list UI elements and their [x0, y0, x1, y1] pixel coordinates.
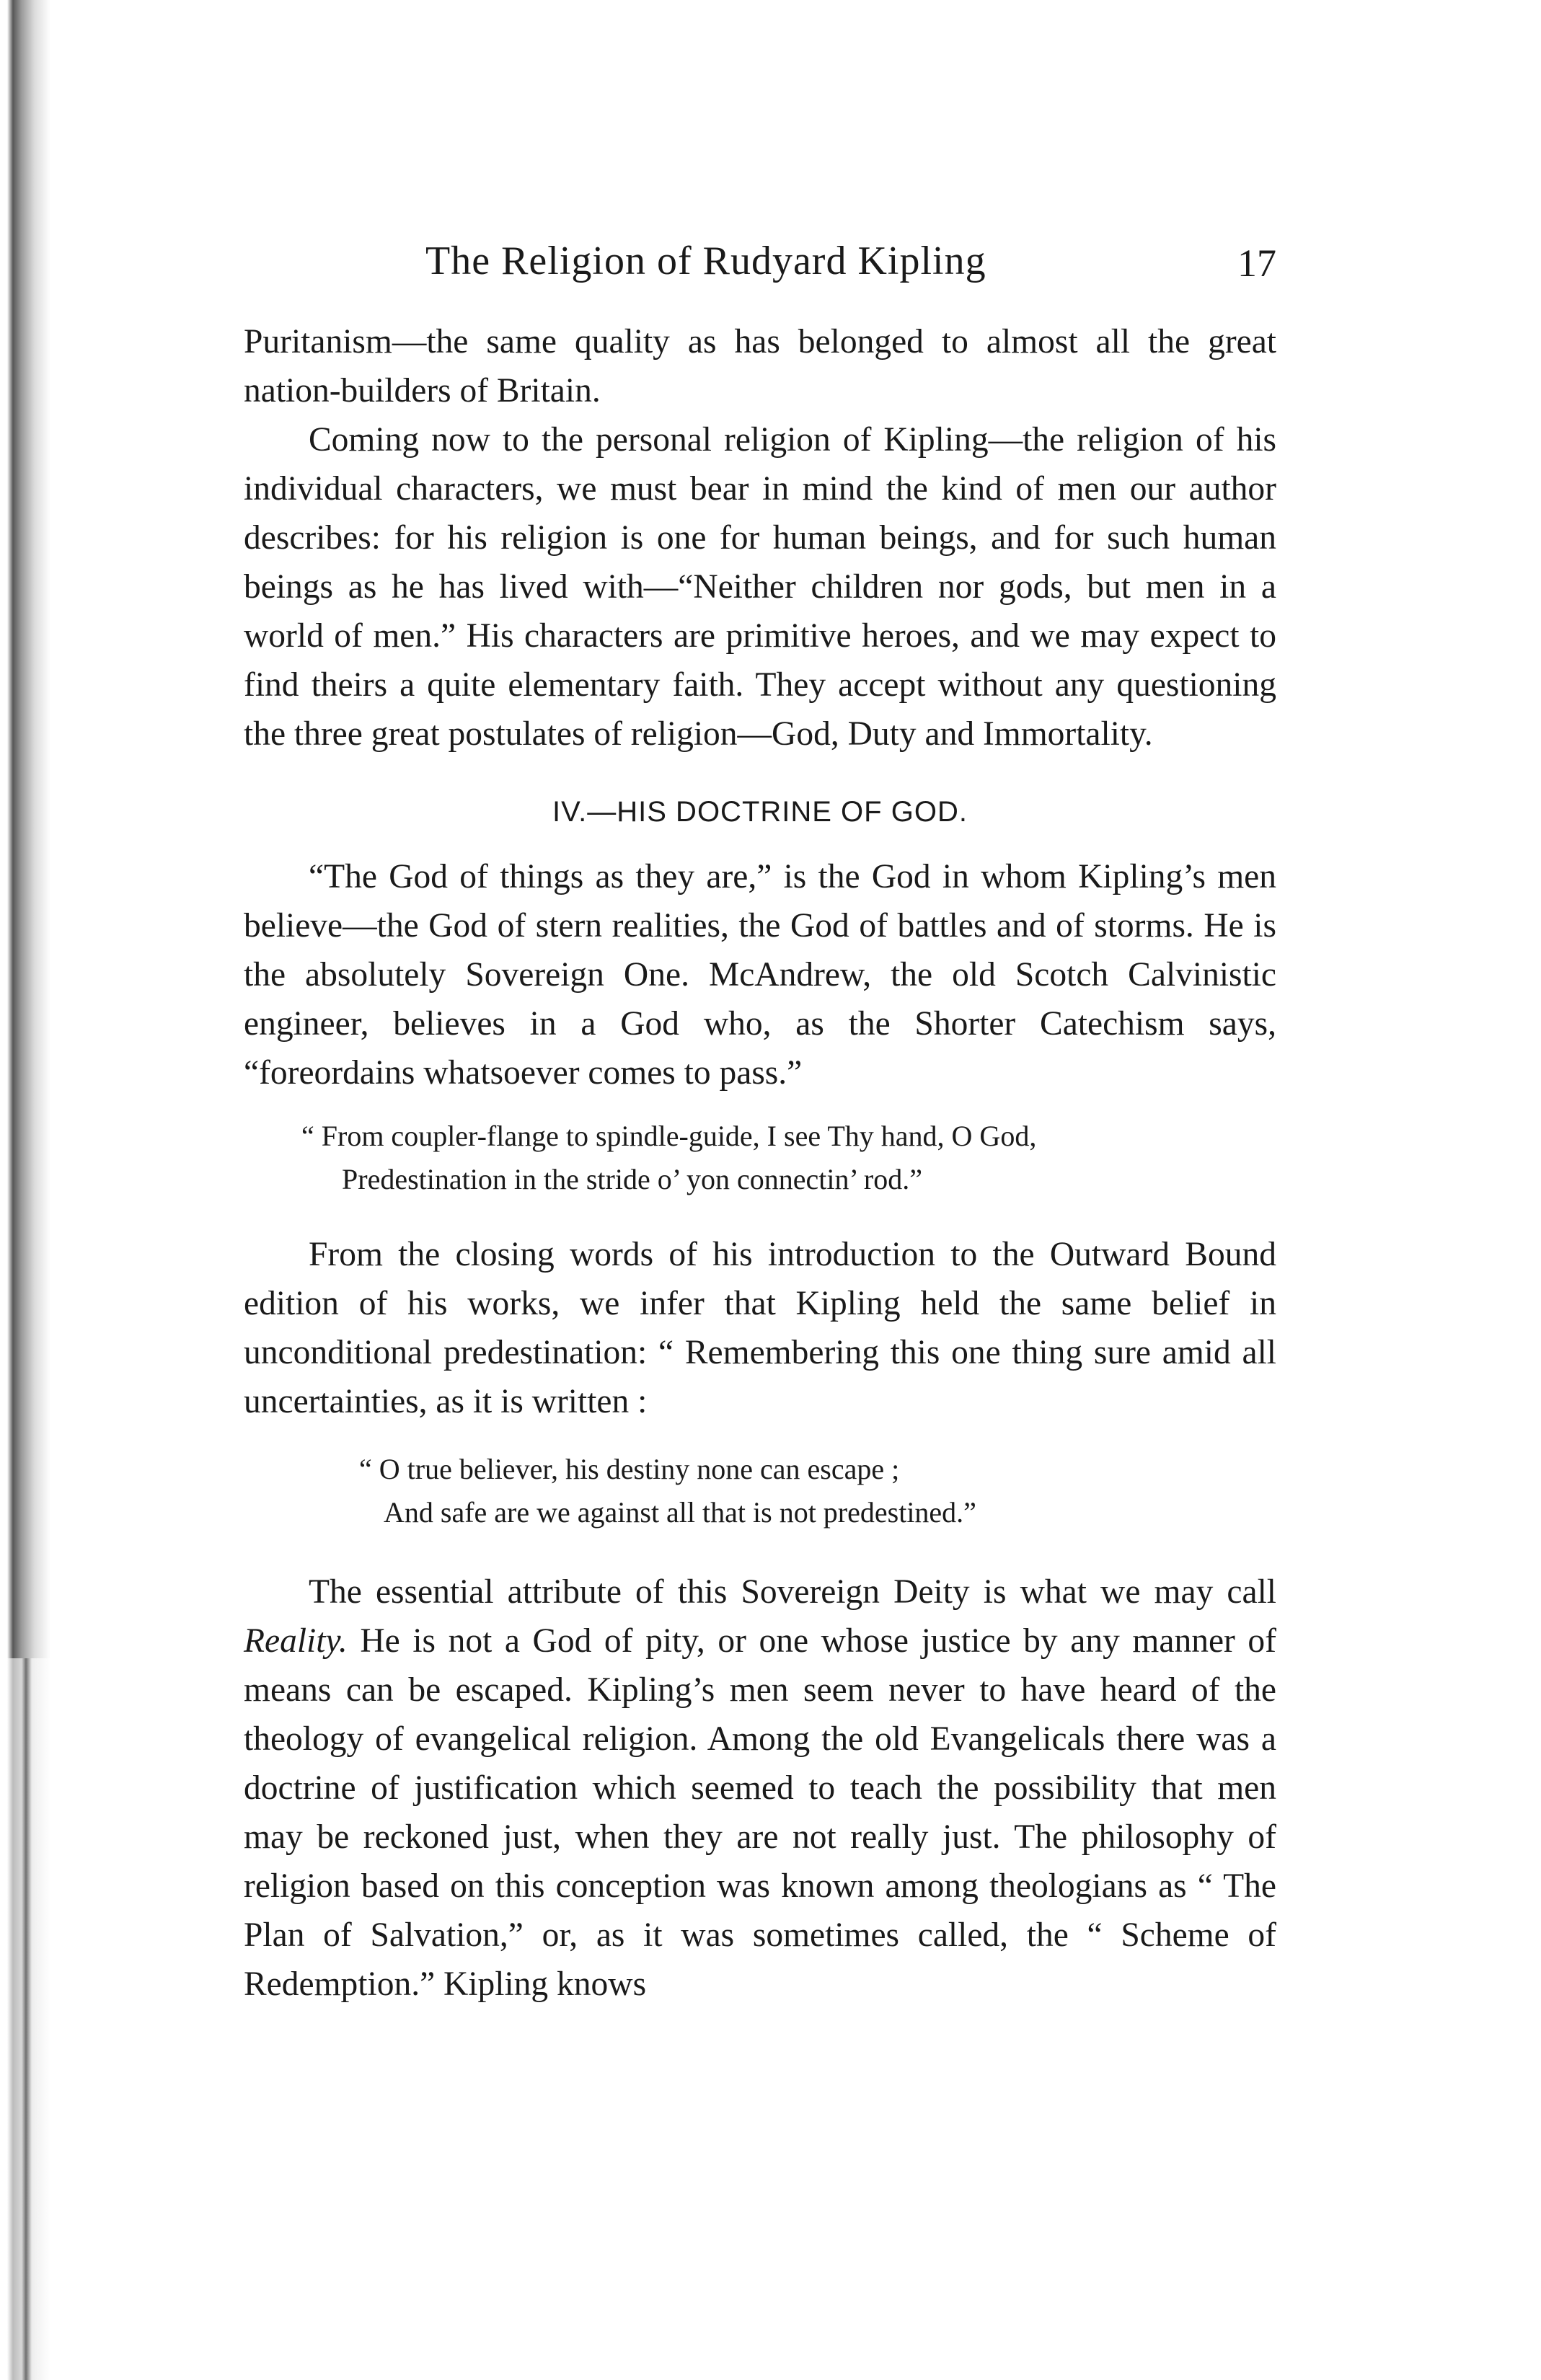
paragraph-1: Puritanism—the same quality as has belonged to almost all the great nation-builders of Britain.	[244, 323, 1276, 410]
page-binding-edge-lower	[0, 1658, 58, 2380]
verse-quotation-2	[244, 1448, 1276, 1534]
section-heading: IV.—HIS DOCTRINE OF GOD.	[552, 796, 968, 828]
verse-quotation-1	[244, 1115, 1276, 1201]
verse-1-line-2: Predestination in the stride o’ yon connectin’ rod.”	[342, 1163, 922, 1195]
paragraph-5-part-1: The essential attribute of this Sovereign Deity is what we may call	[309, 1573, 1276, 1611]
verse-2-line-2: And safe are we against all that is not predestined.”	[384, 1496, 976, 1529]
paragraph-3: “The God of things as they are,” is the God in whom Kipling’s men believe—the God of stern realities, the God of battles and of storms. He is the absolutely Sovereign One. McAndrew, the old Scotch Calvinistic engineer, believes in a God who, as the Shorter Catechism says, “foreordains whatsoever comes to pass.”	[244, 858, 1276, 1092]
page-number: 17	[1237, 242, 1276, 285]
paragraph-5	[244, 1567, 1276, 2009]
running-title: The Religion of Rudyard Kipling	[425, 239, 986, 283]
verse-1-line-1: “ From coupler-flange to spindle-guide, I see Thy hand, O God,	[301, 1120, 1037, 1152]
paragraph-5-part-2: He is not a God of pity, or one whose justice by any manner of means can be escaped. Kipling’s men seem never to have heard of the theology of evangelical religion. Among the old Evangelicals there was a doctrine of justification which seemed to teach the possibility that men may be reckoned just, when they are not really just. The philosophy of religion based on this conception was known among theologians as “ The Plan of Salvation,” or, as it was sometimes called, the “ Scheme of Redemption.” Kipling knows	[244, 1622, 1276, 2003]
verse-2-line-1: “ O true believer, his destiny none can escape ;	[359, 1453, 900, 1485]
body-text	[244, 317, 1276, 2009]
paragraph-5-emphasis: Reality.	[244, 1622, 348, 1660]
paragraph-2: Coming now to the personal religion of Kipling—the religion of his individual characters, we must bear in mind the kind of men our author describes: for his religion is one for human beings, and for such human beings as he has lived with—“Neither children nor gods, but men in a world of men.” His characters are primitive heroes, and we may expect to find theirs a quite elementary faith. They accept without any questioning the three great postulates of religion—God, Duty and Immortality.	[244, 421, 1276, 753]
paragraph-4: From the closing words of his introduction to the Outward Bound edition of his works, we infer that Kipling held the same belief in unconditional predestination: “ Remembering this one thing sure amid all uncertainties, as it is written :	[244, 1236, 1276, 1420]
page-header	[245, 238, 1276, 296]
